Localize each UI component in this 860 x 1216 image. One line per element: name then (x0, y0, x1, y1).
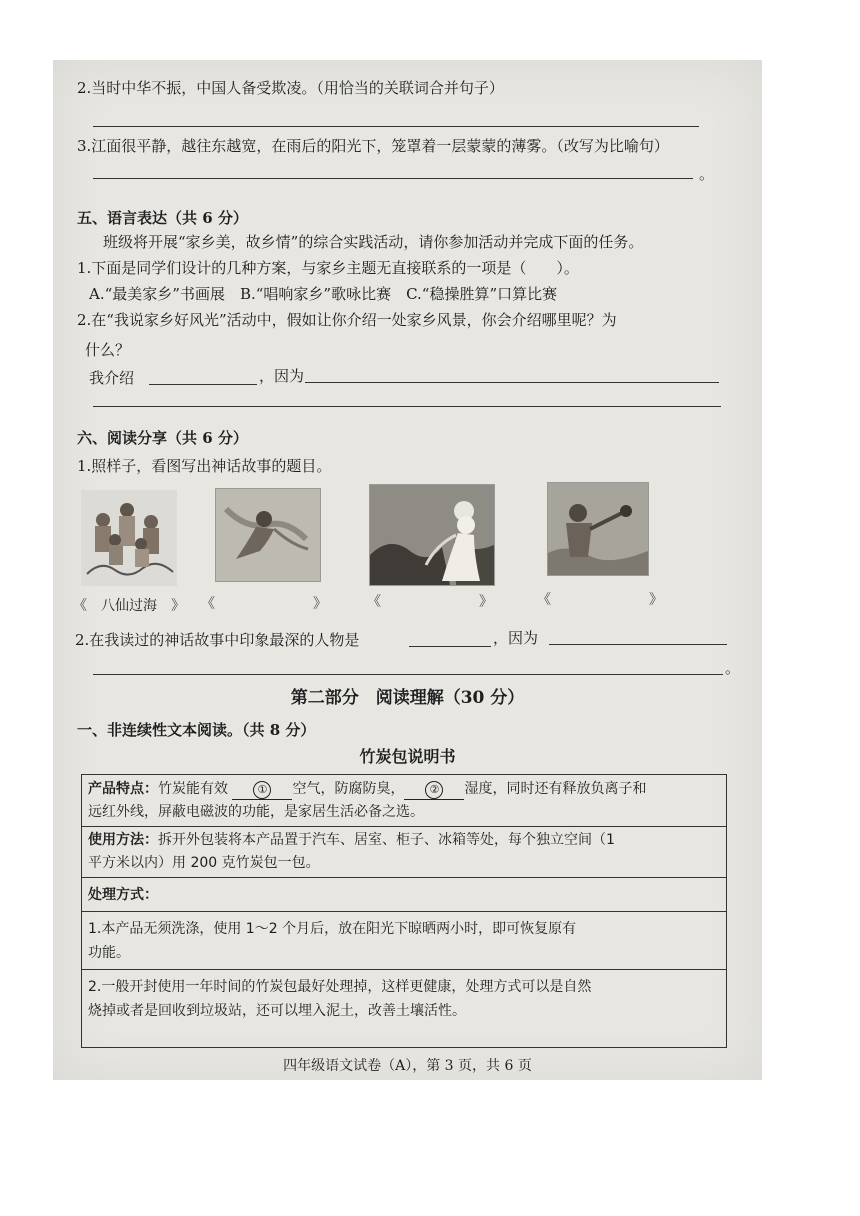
exam-page (53, 60, 762, 1080)
features-text-a: 竹炭能有效 (158, 781, 228, 797)
row-usage (82, 826, 726, 878)
blank-2-number: ② (425, 781, 443, 799)
eight-immortals-illustration (81, 490, 177, 586)
row-features (82, 775, 726, 827)
usage-text-line-2: 平方米以内）用 200 克竹炭包一包。 (88, 855, 320, 871)
section-5-options: A.“最美家乡”书画展 B.“唱响家乡”歌咏比赛 C.“稳操胜算”口算比赛 (89, 285, 558, 303)
features-text-b: 空气，防腐防臭， (292, 781, 405, 797)
chang-e-moon-illustration (369, 484, 495, 586)
question-3-text: 3.江面很平静，越往东越宽，在雨后的阳光下，笼罩着一层蒙蒙的薄雾。（改写为比喻句） (77, 137, 669, 155)
divider (82, 911, 726, 912)
disposal-item-2-cont: 烧掉或者是回收到垃圾站，还可以埋入泥土，改善土壤活性。 (88, 1003, 466, 1019)
features-text-line-2: 远红外线，屏蔽电磁波的功能，是家居生活必备之选。 (88, 804, 424, 820)
disposal-item-1-cont: 功能。 (88, 945, 130, 961)
divider (82, 969, 726, 970)
question-2-text: 2.当时中华不振，中国人备受欺凌。（用恰当的关联词合并句子） (77, 79, 504, 97)
answer-line (549, 644, 727, 645)
answer-line (93, 406, 721, 407)
section-5-question-1: 1.下面是同学们设计的几种方案，与家乡主题无直接联系的一项是（ ）。 (77, 259, 579, 277)
disposal-item-2: 2.一般开封使用一年时间的竹炭包最好处理掉，这样更健康，处理方式可以是自然 (88, 979, 592, 995)
warrior-flood-illustration (547, 482, 649, 576)
section-5-question-2: 2.在“我说家乡好风光”活动中，假如让你介绍一处家乡风景，你会介绍哪里呢？为 (77, 311, 617, 329)
part-2-heading: 第二部分 阅读理解（30 分） (290, 688, 525, 708)
flying-goddess-illustration (215, 488, 321, 582)
row-disposal (82, 877, 726, 1047)
features-text-c: 湿度，同时还有释放负离子和 (464, 781, 647, 797)
caption-4: 《 》 (537, 592, 663, 608)
part-2-subheading: 一、非连续性文本阅读。（共 8 分） (77, 721, 316, 739)
period-mark: 。 (725, 659, 741, 677)
section-5-title: 五、语言表达（共 6 分） (77, 209, 248, 227)
usage-label: 使用方法： (88, 832, 158, 848)
manual-table (81, 774, 727, 1048)
answer-line (93, 674, 723, 675)
manual-title: 竹炭包说明书 (359, 747, 456, 766)
disposal-item-1: 1.本产品无须洗涤，使用 1～2 个月后，放在阳光下晾晒两小时，即可恢复原有 (88, 921, 577, 937)
usage-text: 拆开外包装将本产品置于汽车、居室、柜子、冰箱等处，每个独立空间（1 (158, 832, 615, 848)
answer-line (149, 384, 257, 385)
section-6-question-1: 1.照样子，看图写出神话故事的题目。 (77, 457, 332, 475)
answer-line (305, 382, 719, 383)
section-5-question-2-cont: 什么？ (85, 341, 131, 359)
disposal-label: 处理方式： (88, 887, 158, 903)
period-mark: 。 (699, 165, 715, 183)
intro-label: 我介绍 (89, 369, 135, 387)
caption-2: 《 》 (201, 596, 327, 612)
blank-1 (232, 779, 292, 800)
blank-2 (404, 779, 464, 800)
answer-line (93, 126, 699, 127)
section-6-question-2: 2.在我读过的神话故事中印象最深的人物是 (75, 631, 360, 649)
caption-3: 《 》 (367, 594, 493, 610)
answer-line (93, 178, 693, 179)
section-5-intro: 班级将开展“家乡美，故乡情”的综合实践活动，请你参加活动并完成下面的任务。 (103, 233, 644, 251)
features-label: 产品特点： (88, 781, 158, 797)
caption-1: 《 八仙过海 》 (73, 598, 185, 614)
page-footer: 四年级语文试卷（A），第 3 页，共 6 页 (283, 1058, 532, 1074)
section-6-title: 六、阅读分享（共 6 分） (77, 429, 248, 447)
blank-1-number: ① (253, 781, 271, 799)
because-label: ，因为 (259, 367, 305, 385)
answer-line (409, 646, 491, 647)
because-label-2: ，因为 (493, 629, 539, 647)
